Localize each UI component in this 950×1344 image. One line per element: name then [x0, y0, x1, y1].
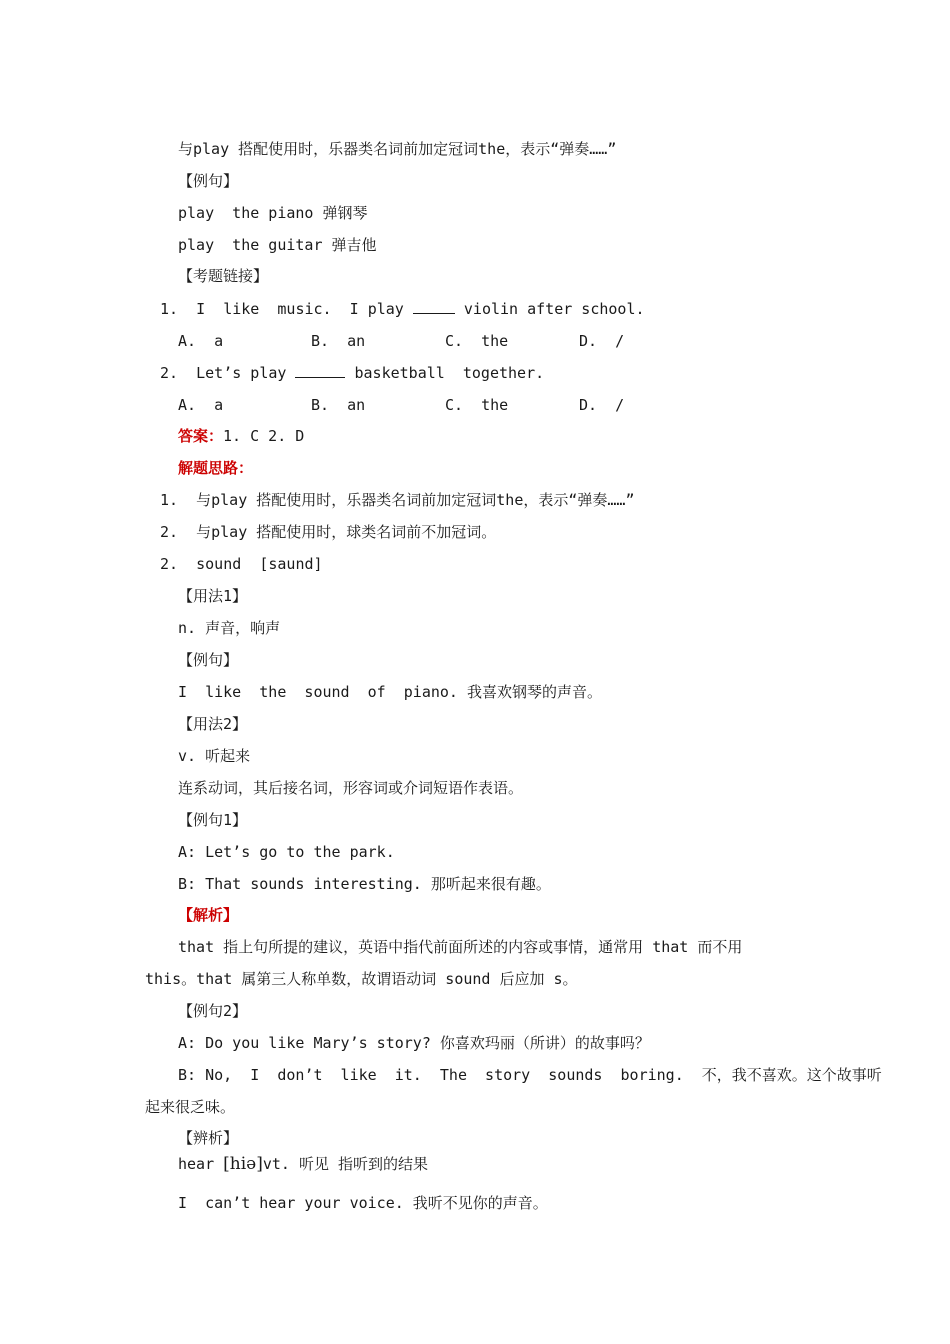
- example-2-line-b-cont: 起来很乏味。: [145, 1098, 236, 1116]
- rule-instrument: 与play 搭配使用时，乐器类名词前加定冠词the，表示“弹奏……”: [178, 140, 617, 158]
- example-2-line-a: A: Do you like Mary’s story? 你喜欢玛丽（所讲）的故事吗？: [178, 1034, 650, 1052]
- hear-entry: [178, 1154, 428, 1174]
- solution-point-2: 2. 与play 搭配使用时，球类名词前不加冠词。: [160, 523, 497, 541]
- q1-option-a: A. a: [178, 332, 224, 350]
- example-guitar: play the guitar 弹吉他: [178, 236, 377, 254]
- question-2-blank: [295, 363, 345, 378]
- question-2-stem: 2. Let’s play: [160, 364, 296, 382]
- distinguish-heading: 【辨析】: [178, 1129, 239, 1147]
- answer: [178, 426, 304, 446]
- example-piano: play the piano 弹钢琴: [178, 204, 368, 222]
- usage-2-heading: 【用法2】: [178, 715, 248, 733]
- hear-definition: vt. 听见 指听到的结果: [262, 1155, 429, 1173]
- example-2-heading: 【例句2】: [178, 1002, 248, 1020]
- q2-option-a: A. a: [178, 396, 224, 414]
- usage-1-example-heading: 【例句】: [178, 651, 239, 669]
- question-2: [160, 363, 544, 383]
- solution-point-1: 1. 与play 搭配使用时，乐器类名词前加定冠词the，表示“弹奏……”: [160, 491, 635, 509]
- hear-phonetic: [hiə]: [223, 1154, 263, 1174]
- question-1-stem: 1. I like music. I play: [160, 300, 413, 318]
- q1-option-d: D. /: [579, 332, 625, 350]
- exam-link-heading: 【考题链接】: [178, 267, 269, 285]
- usage-1-heading: 【用法1】: [178, 587, 248, 605]
- example-heading: 【例句】: [178, 172, 239, 190]
- q1-option-b: B. an: [311, 332, 366, 350]
- usage-1-example: I like the sound of piano. 我喜欢钢琴的声音。: [178, 683, 602, 701]
- hear-example: I can’t hear your voice. 我听不见你的声音。: [178, 1194, 548, 1212]
- word-sound-heading: 2. sound [saund]: [160, 555, 323, 573]
- analysis-line-1: that 指上句所提的建议，英语中指代前面所述的内容或事情，通常用 that 而不用: [178, 938, 743, 956]
- usage-2-definition: v. 听起来: [178, 747, 251, 765]
- example-2-line-b: B: No, I don’t like it. The story sounds boring. 不，我不喜欢。这个故事听: [178, 1066, 882, 1084]
- usage-1-definition: n. 声音，响声: [178, 619, 281, 637]
- question-1-stem-end: violin after school.: [454, 300, 645, 318]
- answer-label: 答案：: [178, 427, 224, 445]
- hear-word: hear: [178, 1155, 224, 1173]
- q2-option-b: B. an: [311, 396, 366, 414]
- usage-2-description: 连系动词，其后接名词，形容词或介词短语作表语。: [178, 779, 524, 797]
- question-1: [160, 299, 645, 319]
- solution-thinking-label: 解题思路：: [178, 459, 254, 477]
- example-1-line-b: B: That sounds interesting. 那听起来很有趣。: [178, 875, 551, 893]
- question-2-stem-end: basketball together.: [345, 364, 545, 382]
- analysis-heading: 【解析】: [178, 906, 239, 924]
- q2-option-c: C. the: [445, 396, 509, 414]
- example-1-line-a: A: Let’s go to the park.: [178, 843, 395, 861]
- example-1-heading: 【例句1】: [178, 811, 248, 829]
- answer-value: 1. C 2. D: [223, 427, 305, 445]
- q1-option-c: C. the: [445, 332, 509, 350]
- question-1-blank: [413, 299, 455, 314]
- analysis-line-2: this。that 属第三人称单数，故谓语动词 sound 后应加 s。: [145, 970, 578, 988]
- q2-option-d: D. /: [579, 396, 625, 414]
